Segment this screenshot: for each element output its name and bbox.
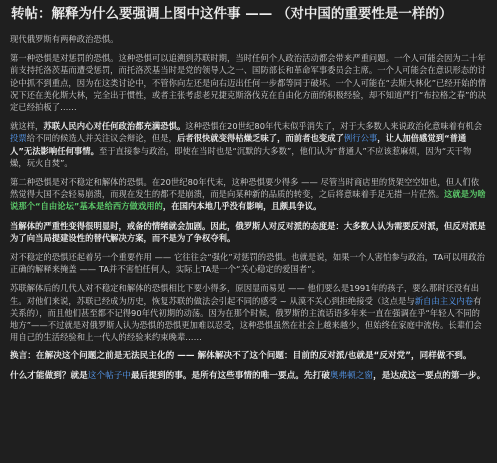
text-span: 这种恐惧在20世纪80年代末似乎消失了，对于大多数人来说政治化意味着有机会: [185, 121, 483, 132]
text-span: 至于直接参与政治，即使在当时也是“沉默的大多数”，他们认为“普通人”不应该惹麻烦，因为“天干物燥，玩火自焚”。: [10, 145, 472, 168]
bold-text: ，是达成这一要点的第一步。: [373, 370, 486, 381]
paragraph-what-can-do: [10, 370, 487, 382]
link-neoliberal[interactable]: 新自由主义内卷: [414, 295, 474, 306]
paragraph-fear-of-punishment: 第一种恐惧是对惩罚的恐惧。这种恐惧可以追溯到苏联时期，当时任何个人政治活动都会带来严重问题。一个人可能会因为二十年前支持托洛茨基而遭受惩罚，而托洛茨基当时是党的领导人之一、国防部长和革命军事委员会主席。一个人可能会在意识形态的讨论中抓不到重点，因为在这类讨论中，不管你向左还是向右迈出任何一步都等同于破坏。一个人可能在“去斯大林化”已经开始的情况下还在美化斯大林，完全出于惯性，或者主张考虑老兄捷克斯洛伐克在自由化方面的积极经验，却不知道严打“布拉格之春”的决定已经拍板了……: [10, 53, 487, 113]
bold-text: 后者很快就变得枯燥乏味了，而前者也变成了: [176, 133, 344, 144]
text-span: 给不同的候选人并关注议会辩论，但是，: [26, 133, 177, 144]
bold-text: ，在国内本地几乎没有影响，且颇具争议。: [162, 201, 322, 212]
paragraph-conclusion: 换言：在解决这个问题之前是无法民主化的 —— 解体解决不了这个问题：目前的反对派/也就是“反对党”，同样做不到。: [10, 351, 472, 362]
text-span: 就这样，: [10, 121, 44, 132]
text-span: 有关系的），而且他们甚至都不记得90年代初期的动荡。因为在那个时候，俄罗斯的主流话语多年来一直在强调在乎“年轻人不同的地方”——不过就是对俄罗斯人认为恐惧的恐惧更加难以忍受，这种恐惧虽然在社会上越来越少，但始终在家庭中流传。长辈们会用自己的生活经验和上一代人的经验来约束晚辈……: [10, 295, 482, 343]
post-title: 转帖：解释为什么要强调上图中这件事 —— （对中国的重要性是一样的）: [11, 6, 453, 22]
bold-text: 什么才能做到？就是: [10, 370, 88, 381]
link-routine[interactable]: 例行公事: [343, 133, 378, 144]
bold-text: 最后提到的事。是所有这些事情的唯一要点。先打破: [131, 370, 330, 381]
paragraph-stability-role: 对不稳定的恐惧还起着另一个重要作用 —— 它往往会“强化”对惩罚的恐惧。也就是说，如果一个人害怕参与政治，TA可以用政治正确的解释来掩盖 —— TA并不害怕任何人，实际上TA是一个“关心稳定的爱国者”。: [10, 252, 486, 275]
bold-text: ，让人加倍感觉到“普通人”无法影响任何事情。: [10, 133, 467, 156]
link-liberty-forum[interactable]: 这就是为啥说那个“自由论坛”基本是给西方做戏用的: [10, 189, 486, 212]
link-vote[interactable]: 投票: [10, 133, 27, 144]
paragraph-fear-of-instability: [10, 176, 487, 213]
text-span: 第二种恐惧是对不稳定和解体的恐惧。在20世纪80年代末，这种恐惧要少得多 —— 尽管当时商店里的货架空空如也，但人们依然觉得大国不会轻易崩溃，而现在发生的都不是崩溃，而是向某种新的品质的转变，之后将意味着手足无措一片茫然。: [10, 177, 480, 200]
link-overton-window[interactable]: 奥弗顿之窗: [329, 370, 374, 381]
text-span: 苏联解体后的几代人对不稳定和解体的恐惧相比下要小得多，原因显而易见 —— 他们要么是1991年的孩子，要么那时还没有出生。对他们来说，苏联已经成为历史，恢复苏联的做法会引起不同的感受 ~ 从漠不关心到拒绝接受（这点是与: [10, 283, 480, 306]
link-this-post[interactable]: 这个帖子中: [87, 370, 132, 381]
bold-text: 苏联人民内心对任何政治都充满恐惧。: [43, 121, 186, 132]
paragraph-opposition-attitude: 当解体的严重性变得很明显时，戒备的情绪就会加剧。因此，俄罗斯人对反对派的态度是：大多数人认为需要反对派，但反对派是为了向当局提建设性的替代解决方案，而不是为了争权夺利。: [10, 220, 486, 243]
intro-paragraph: 现代俄罗斯有两种政治恐惧。: [10, 34, 119, 44]
paragraph-post-soviet-generations: [10, 282, 487, 343]
paragraph-soviet-fear: [10, 120, 487, 169]
